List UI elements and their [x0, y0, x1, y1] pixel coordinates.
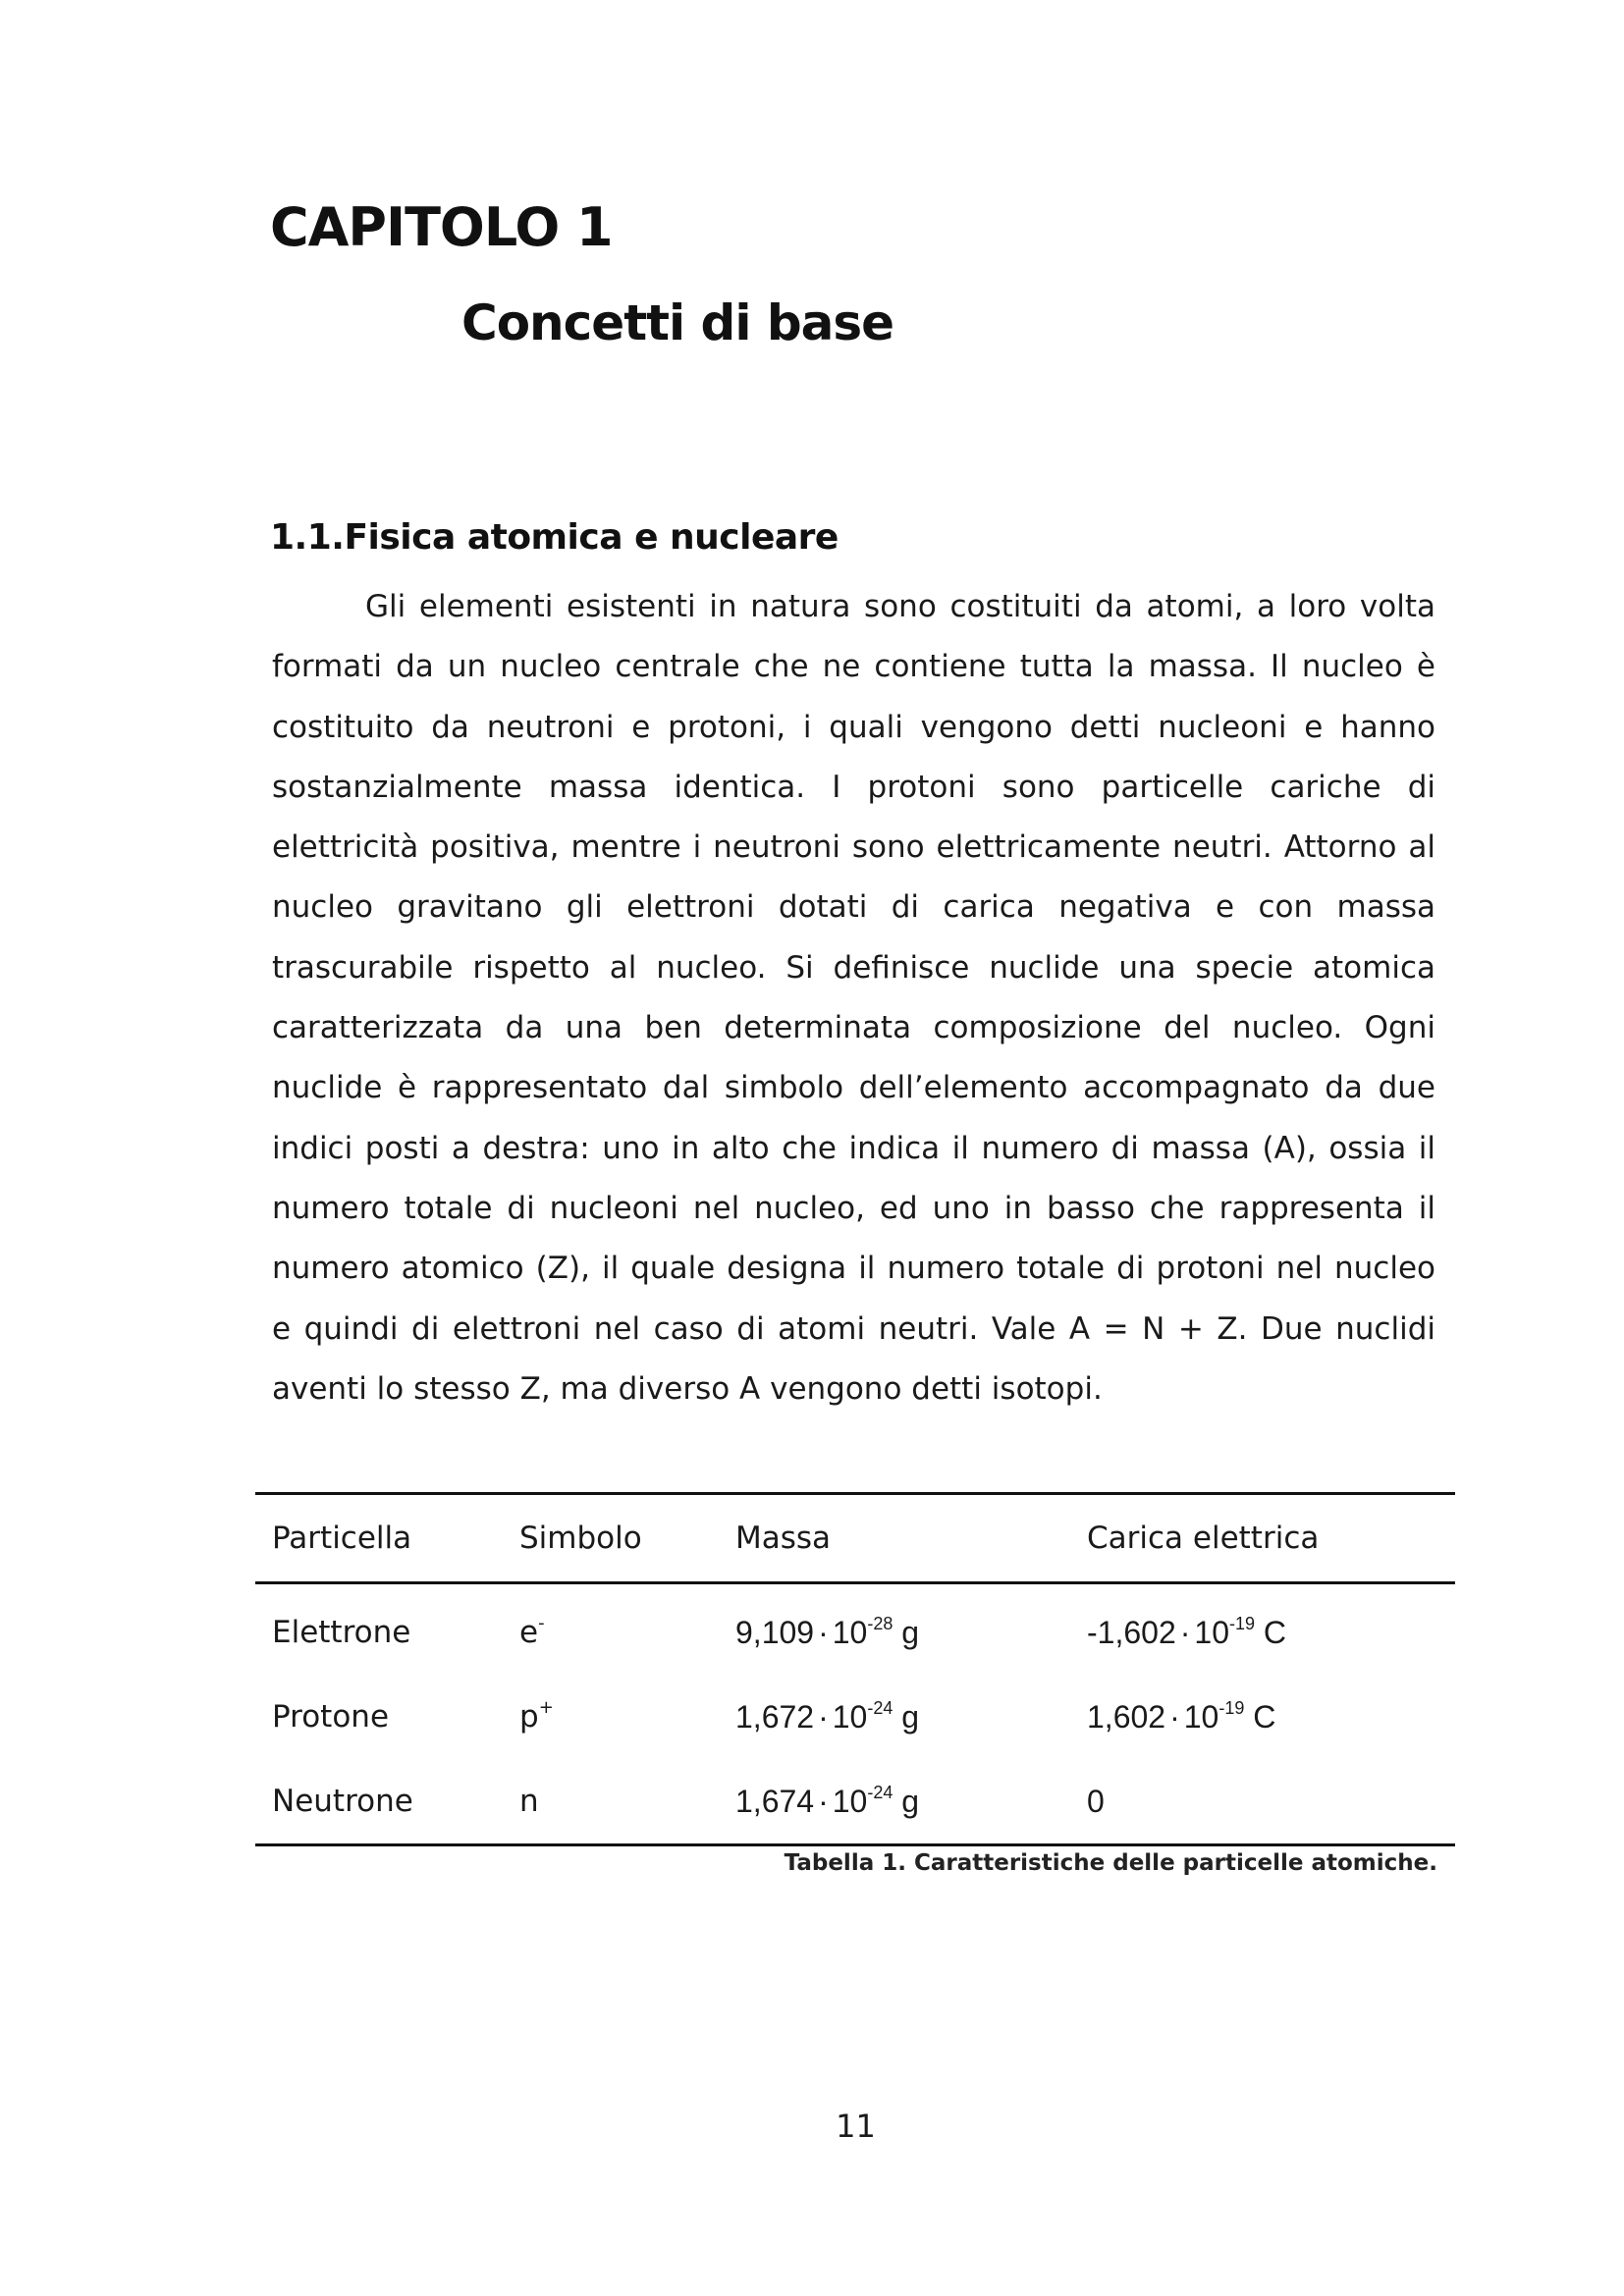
header-simbolo: Simbolo: [503, 1494, 719, 1583]
chapter-title: Concetti di base: [461, 294, 894, 351]
symbol-base: p: [519, 1699, 539, 1735]
cell-massa: $1,674 \cdot 10^{-24}$ g: [719, 1759, 1070, 1845]
section-heading: 1.1.Fisica atomica e nucleare: [270, 517, 839, 558]
mass-base: 10: [832, 1783, 868, 1819]
charge-mantissa: -1,602: [1087, 1614, 1176, 1650]
header-particella: Particella: [255, 1494, 503, 1583]
header-carica: Carica elettrica: [1070, 1494, 1455, 1583]
table-row: [255, 1583, 1455, 1676]
mass-base: 10: [832, 1614, 868, 1650]
mass-mantissa: 1,674: [735, 1783, 815, 1819]
chapter-label: CAPITOLO 1: [270, 196, 613, 258]
mass-exponent: -28: [867, 1613, 893, 1633]
charge-unit: C: [1253, 1698, 1276, 1735]
charge-base: 10: [1183, 1698, 1219, 1735]
symbol-base: n: [519, 1784, 539, 1819]
symbol-sup: +: [538, 1697, 554, 1718]
table-header-row: [255, 1494, 1455, 1583]
symbol-base: e: [519, 1615, 539, 1650]
mass-base: 10: [832, 1698, 868, 1735]
symbol-sup: -: [538, 1613, 545, 1633]
mass-unit: g: [901, 1614, 920, 1650]
mass-unit: g: [901, 1783, 920, 1819]
charge-base: 10: [1194, 1614, 1229, 1650]
cell-particella: Protone: [272, 1699, 390, 1735]
mass-unit: g: [901, 1698, 920, 1735]
cell-particella: Elettrone: [272, 1615, 411, 1650]
charge-exponent: -19: [1218, 1697, 1245, 1718]
cell-simbolo: [503, 1583, 719, 1676]
cell-simbolo: [503, 1759, 719, 1845]
table-row: [255, 1759, 1455, 1845]
mass-mantissa: 9,109: [735, 1614, 815, 1650]
particle-table: [255, 1492, 1455, 1846]
cell-simbolo: [503, 1675, 719, 1759]
cell-massa: $9,109 \cdot 10^{-28}$ g: [735, 1613, 920, 1650]
mass-exponent: -24: [867, 1782, 893, 1802]
cell-carica: $1,602 \cdot 10^{-19}$ C: [1087, 1697, 1276, 1735]
page-number: 11: [836, 2108, 876, 2145]
mass-exponent: -24: [867, 1697, 893, 1718]
cell-particella: Neutrone: [255, 1759, 503, 1845]
cell-carica: 0: [1070, 1759, 1455, 1845]
cell-massa: $1,672 \cdot 10^{-24}$ g: [735, 1697, 920, 1735]
table-row: [255, 1675, 1455, 1759]
cell-carica: $-1,602 \cdot 10^{-19}$ C: [1087, 1613, 1286, 1650]
table-caption: Tabella 1. Caratteristiche delle particelle atomiche.: [784, 1850, 1437, 1876]
header-massa: Massa: [719, 1494, 1070, 1583]
charge-unit: C: [1263, 1614, 1286, 1650]
charge-exponent: -19: [1228, 1613, 1255, 1633]
mass-mantissa: 1,672: [735, 1698, 815, 1735]
charge-mantissa: 1,602: [1087, 1698, 1166, 1735]
body-paragraph: Gli elementi esistenti in natura sono costituiti da atomi, a loro volta formati da un nucleo centrale che ne contiene tutta la massa. Il nucleo è costituito da neutroni e protoni, i quali vengono detti nucleoni e hanno sostanzialmente massa identica. I protoni sono particelle cariche di elettricità positiva, mentre i neutroni sono elettricamente neutri. Attorno al nucleo gravitano gli elettroni dotati di carica negativa e con massa trascurabile rispetto al nucleo. Si definisce nuclide una specie atomica caratterizzata da una ben determinata composizione del nucleo. Ogni nuclide è rappresentato dal simbolo dell’elemento accompagnato da due indici posti a destra: uno in alto che indica il numero di massa (A), ossia il numero totale di nucleoni nel nucleo, ed uno in basso che rappresenta il numero atomico (Z), il quale designa il numero totale di protoni nel nucleo e quindi di elettroni nel caso di atomi neutri. Vale A = N + Z. Due nuclidi aventi lo stesso Z, ma diverso A vengono detti isotopi.: [272, 589, 1435, 1407]
